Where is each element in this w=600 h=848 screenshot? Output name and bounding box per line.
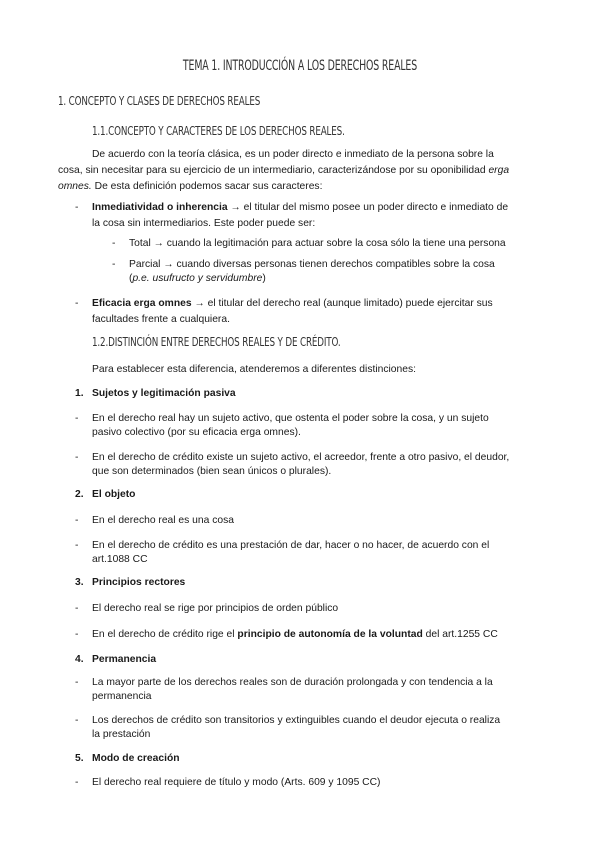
inmediatividad-line-2: la cosa sin intermediarios. Este poder puede ser: <box>92 218 316 229</box>
bullet: - <box>75 452 79 463</box>
parcial-open: ( <box>129 273 133 284</box>
intro-line-3 <box>58 179 322 195</box>
bullet: - <box>75 677 79 688</box>
eficacia-text-1: → el titular del derecho real (aunque limitado) puede ejercitar sus <box>194 298 493 309</box>
s1b-line-2: que son determinados (bien sean únicos o plurales). <box>92 466 332 477</box>
s1a-line-1: En el derecho real hay un sujeto activo, que ostenta el poder sobre la cosa, y un sujeto <box>92 413 489 424</box>
section-heading-4: Permanencia <box>92 654 157 665</box>
bullet: - <box>75 777 79 788</box>
inmediatividad-text-1: → el titular del mismo posee un poder directo e inmediato de <box>230 202 509 213</box>
section-heading-1: Sujetos y legitimación pasiva <box>92 388 236 399</box>
section-heading-3: Principios rectores <box>92 577 186 588</box>
bullet: - <box>75 413 79 424</box>
section-number: 3. <box>75 577 84 588</box>
inmediatividad-line-1 <box>92 200 508 216</box>
s3a: El derecho real se rige por principios de orden público <box>92 603 339 614</box>
s1b-line-1: En el derecho de crédito existe un sujeto activo, el acreedor, frente a otro pasivo, el deudor, <box>92 452 510 463</box>
section-number: 1. <box>75 388 84 399</box>
bullet: - <box>75 715 79 726</box>
subsection-number: 1.2. <box>92 334 109 349</box>
subsection-heading <box>92 123 345 138</box>
section-heading-5: Modo de creación <box>92 753 180 764</box>
s4a-line-2: permanencia <box>92 691 152 702</box>
section-heading: 1. CONCEPTO Y CLASES DE DERECHOS REALES <box>58 93 261 108</box>
bullet: - <box>75 629 79 640</box>
total-item: Total → cuando la legitimación para actuar sobre la cosa sólo la tiene una persona <box>129 238 506 249</box>
subsection-heading <box>92 334 341 349</box>
subsection-number: 1.1. <box>92 123 109 138</box>
intro-text-3: De esta definición podemos sacar sus caracteres: <box>94 181 323 192</box>
page-title: TEMA 1. INTRODUCCIÓN A LOS DERECHOS REALES <box>182 58 418 74</box>
bullet: - <box>112 238 116 249</box>
s3b-text-a: En el derecho de crédito rige el <box>92 629 235 640</box>
parcial-italic: p.e. usufructo y servidumbre <box>132 273 263 284</box>
intro2: Para establecer esta diferencia, atenderemos a diferentes distinciones: <box>92 364 416 375</box>
intro-text-2: cosa, sin necesitar para su ejercicio de un intermediario, caracterizándose por su oponibilidad <box>58 165 486 176</box>
s3b-bold: principio de autonomía de la voluntad <box>237 629 423 640</box>
section-heading-2: El objeto <box>92 489 136 500</box>
intro-italic-2: omnes. <box>58 181 92 192</box>
bullet: - <box>75 515 79 526</box>
s2b-line-2: art.1088 CC <box>92 554 148 565</box>
bullet: - <box>75 603 79 614</box>
intro-line-1: De acuerdo con la teoría clásica, es un poder directo e inmediato de la persona sobre la <box>92 149 494 160</box>
s2b-line-1: En el derecho de crédito es una prestación de dar, hacer o no hacer, de acuerdo con el <box>92 540 490 551</box>
section-number: 2. <box>75 489 84 500</box>
eficacia-line-1 <box>92 296 493 312</box>
inmediatividad-term: Inmediatividad o inherencia <box>92 202 228 213</box>
section-number: 4. <box>75 654 84 665</box>
bullet: - <box>112 259 116 270</box>
s1a-line-2: pasivo colectivo (por su eficacia erga omnes). <box>92 427 301 438</box>
intro-italic-1: erga <box>488 165 510 176</box>
intro-line-2 <box>58 163 509 179</box>
s3b-text-c: del art.1255 CC <box>425 629 498 640</box>
section-number: 5. <box>75 753 84 764</box>
bullet: - <box>75 202 79 213</box>
subsection-text: CONCEPTO Y CARACTERES DE LOS DERECHOS REALES. <box>108 123 345 138</box>
bullet: - <box>75 540 79 551</box>
s2a: En el derecho real es una cosa <box>92 515 234 526</box>
s4b-line-2: la prestación <box>92 729 151 740</box>
eficacia-line-2: facultades frente a cualquiera. <box>92 314 230 325</box>
s5a: El derecho real requiere de título y modo (Arts. 609 y 1095 CC) <box>92 777 381 788</box>
s3b-line <box>92 627 498 643</box>
bullet: - <box>75 298 79 309</box>
eficacia-term: Eficacia erga omnes <box>92 298 192 309</box>
parcial-close: ) <box>262 273 266 284</box>
parcial-line-2 <box>129 271 266 287</box>
subsection-text: DISTINCIÓN ENTRE DERECHOS REALES Y DE CRÉDITO. <box>108 334 341 349</box>
s4a-line-1: La mayor parte de los derechos reales son de duración prolongada y con tendencia a la <box>92 677 493 688</box>
s4b-line-1: Los derechos de crédito son transitorios y extinguibles cuando el deudor ejecuta o realiza <box>92 715 501 726</box>
parcial-line-1: Parcial → cuando diversas personas tienen derechos compatibles sobre la cosa <box>129 259 495 270</box>
